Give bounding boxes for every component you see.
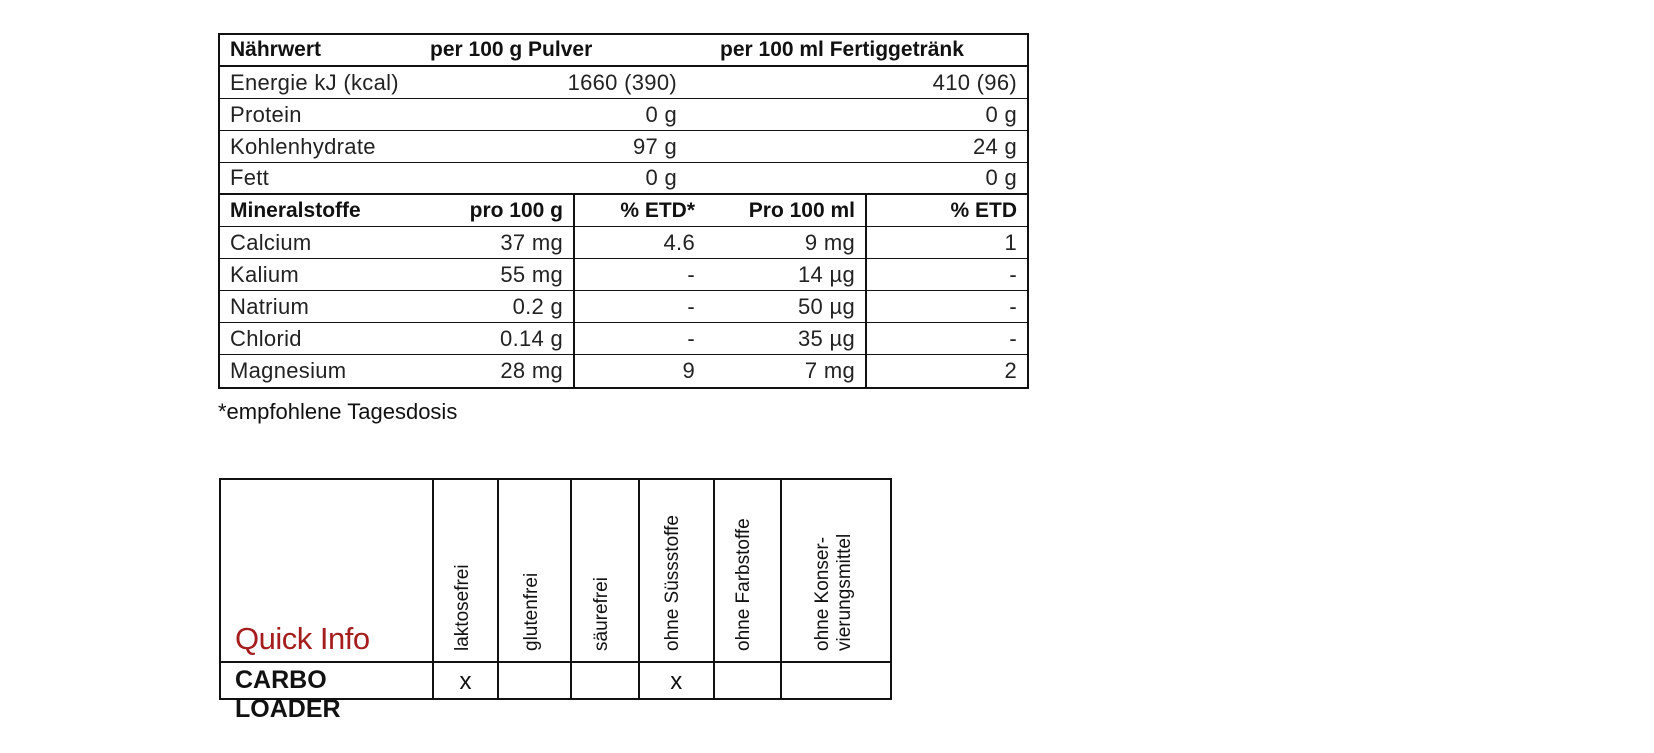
column-header	[570, 480, 638, 661]
mineral-pro-100ml: 14 µg	[798, 261, 855, 287]
mineral-row	[220, 291, 1027, 323]
mineral-pro-100g: 37 mg	[500, 229, 563, 255]
footnote: *empfohlene Tagesdosis	[218, 399, 458, 424]
row-label: Energie kJ (kcal)	[230, 69, 399, 95]
column-header	[713, 480, 780, 661]
row-label: Kohlenhydrate	[230, 133, 376, 159]
minerals-header-row	[220, 195, 1027, 227]
nutrition-row	[220, 163, 1027, 195]
row-per-100g: 0 g	[645, 165, 677, 190]
row-per-100ml: 24 g	[972, 133, 1017, 159]
mineral-etd: 4.6	[573, 227, 705, 258]
mineral-label: Chlorid	[230, 325, 302, 351]
column-header-label: laktosefrei	[451, 564, 473, 651]
mineral-etd-2: 1	[865, 227, 1027, 258]
row-per-100ml: 0 g	[985, 101, 1017, 127]
mineral-pro-100g: 0.14 g	[500, 325, 563, 351]
column-header-label: säurefrei	[590, 577, 612, 651]
row-per-100g: 97 g	[632, 133, 677, 159]
mineral-row	[220, 323, 1027, 355]
column-header	[780, 480, 890, 661]
header-etd-2: % ETD	[865, 195, 1027, 226]
mark-cell	[570, 663, 638, 698]
header-per-100g: per 100 g Pulver	[430, 38, 593, 61]
row-per-100g: 0 g	[645, 101, 677, 127]
mineral-row	[220, 227, 1027, 259]
mineral-pro-100ml: 50 µg	[798, 293, 855, 319]
mineral-pro-100ml: 35 µg	[798, 325, 855, 351]
mineral-pro-100ml: 7 mg	[804, 358, 855, 383]
product-cell	[221, 663, 432, 723]
quick-info-title: Quick Info	[235, 621, 370, 656]
header-etd: % ETD*	[573, 195, 705, 226]
header-pro-100g: pro 100 g	[469, 198, 563, 222]
mineral-pro-100g: 28 mg	[500, 358, 563, 383]
quick-info-title-cell	[221, 480, 432, 661]
mineral-etd: -	[573, 259, 705, 290]
mineral-pro-100g: 0.2 g	[512, 293, 563, 319]
nutrition-row	[220, 131, 1027, 163]
mark-cell	[713, 663, 780, 698]
nutrition-header-row	[220, 35, 1027, 67]
mineral-etd-2: -	[865, 259, 1027, 290]
mineral-etd-2: 2	[865, 355, 1027, 387]
mineral-etd-2: -	[865, 291, 1027, 322]
row-label: Fett	[230, 165, 270, 190]
column-header-label: ohne Süssstoffe	[662, 515, 684, 651]
column-header	[432, 480, 498, 661]
mark-cell	[432, 663, 498, 698]
quick-info-table	[219, 478, 892, 723]
header-naehrwert: Nährwert	[230, 38, 322, 61]
check-mark: x	[670, 668, 683, 695]
mineral-label: Natrium	[230, 293, 310, 319]
check-mark: x	[459, 668, 472, 695]
row-label: Protein	[230, 101, 302, 127]
row-per-100g: 1660 (390)	[567, 69, 677, 95]
column-header-line: vierungsmittel	[833, 533, 855, 651]
mineral-etd: -	[573, 291, 705, 322]
mineral-etd: -	[573, 323, 705, 354]
nutrition-row	[220, 99, 1027, 131]
nutrition-table	[218, 33, 1029, 389]
header-per-100ml: per 100 ml Fertiggetränk	[720, 38, 964, 61]
row-per-100ml: 410 (96)	[932, 69, 1017, 95]
mineral-row	[220, 355, 1027, 387]
column-header-label: ohne Farbstoffe	[733, 518, 755, 651]
header-mineralstoffe: Mineralstoffe	[230, 198, 361, 222]
column-header-label	[812, 534, 856, 651]
column-header-line: ohne Konser-	[811, 536, 833, 651]
mineral-pro-100ml: 9 mg	[804, 229, 855, 255]
mineral-pro-100g: 55 mg	[500, 261, 563, 287]
mark-cell	[497, 663, 570, 698]
column-header-label: glutenfrei	[520, 572, 542, 651]
mark-cell	[780, 663, 890, 698]
mineral-label: Calcium	[230, 229, 312, 255]
mineral-label: Magnesium	[230, 358, 347, 383]
mineral-label: Kalium	[230, 261, 300, 287]
row-per-100ml: 0 g	[985, 165, 1017, 190]
header-pro-100ml: Pro 100 ml	[748, 198, 855, 222]
quick-info-header-row	[221, 480, 890, 663]
column-header	[638, 480, 714, 661]
mineral-row	[220, 259, 1027, 291]
mineral-etd-2: -	[865, 323, 1027, 354]
product-row	[221, 663, 890, 723]
product-name: CARBO LOADER	[235, 666, 341, 723]
mineral-etd: 9	[573, 355, 705, 387]
mark-cell	[638, 663, 714, 698]
nutrition-row	[220, 67, 1027, 99]
column-header	[497, 480, 570, 661]
